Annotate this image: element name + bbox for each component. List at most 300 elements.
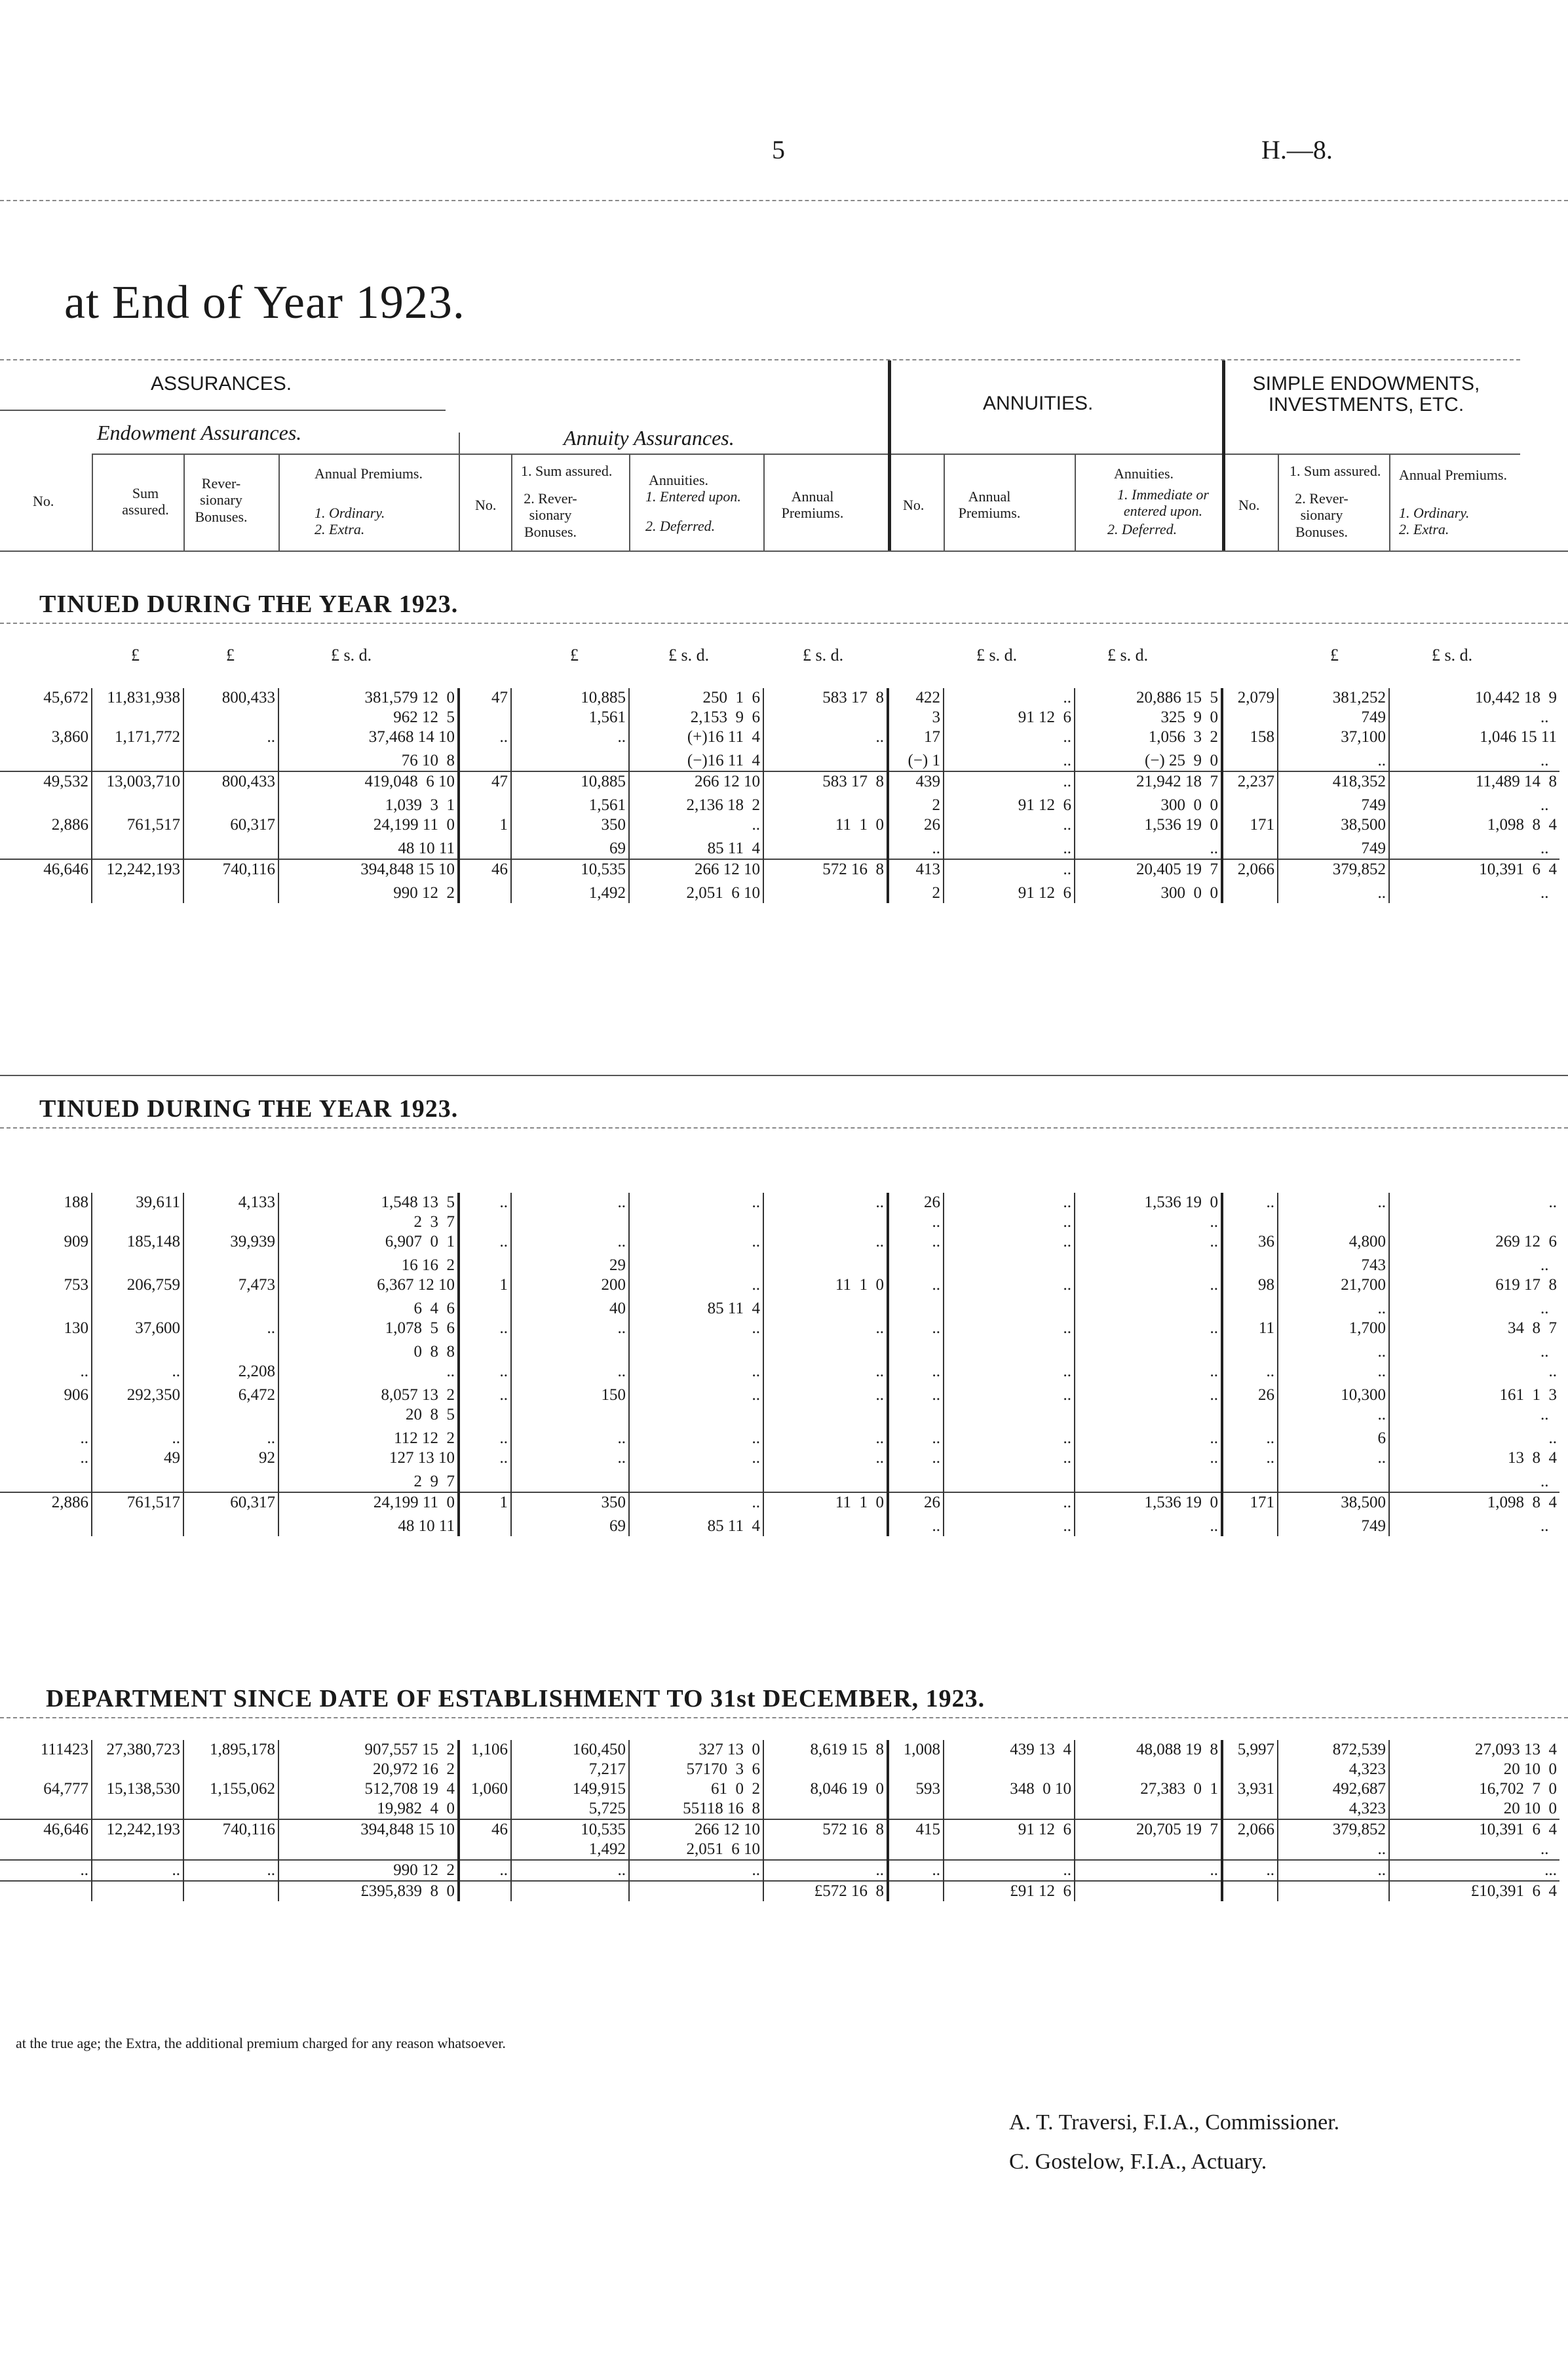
table-cell bbox=[1075, 1256, 1222, 1275]
table-cell bbox=[629, 1342, 763, 1362]
table-cell bbox=[763, 1517, 888, 1536]
table-cell: .. bbox=[511, 1193, 629, 1212]
table-cell: .. bbox=[888, 1517, 944, 1536]
table-cell: 21,942 18 7 bbox=[1075, 771, 1222, 796]
col-annuities: Annuities. bbox=[649, 472, 709, 488]
table-cell bbox=[183, 883, 278, 903]
table-row bbox=[0, 751, 1559, 771]
table-cell: .. bbox=[629, 1193, 763, 1212]
table-cell: 6,472 bbox=[183, 1385, 278, 1405]
table-cell bbox=[1222, 1799, 1278, 1819]
table-cell bbox=[0, 796, 92, 815]
table-cell bbox=[888, 1342, 944, 1362]
table-cell: (−)16 11 4 bbox=[629, 751, 763, 771]
col-immediate: 1. Immediate or entered upon. bbox=[1117, 486, 1209, 520]
table-cell: 64,777 bbox=[0, 1779, 92, 1799]
table-cell bbox=[763, 883, 888, 903]
table-cell bbox=[0, 1405, 92, 1429]
table-cell: 15,138,530 bbox=[92, 1779, 183, 1799]
table-cell: .. bbox=[1075, 1385, 1222, 1405]
table-cell: .. bbox=[1540, 1343, 1557, 1361]
table-cell: 10,442 18 9 bbox=[1475, 689, 1557, 706]
table-cell: £91 12 6 bbox=[944, 1881, 1075, 1901]
table-cell: 40 bbox=[511, 1299, 629, 1319]
table-cell: .. bbox=[511, 727, 629, 751]
table-cell: £572 16 8 bbox=[763, 1881, 888, 1901]
table-cell bbox=[0, 1517, 92, 1536]
table-cell: .. bbox=[511, 1860, 629, 1881]
table-cell: 1,008 bbox=[888, 1740, 944, 1760]
table-cell: .. bbox=[944, 859, 1075, 883]
currency-pound: £ bbox=[226, 646, 235, 665]
table-cell: 61 0 2 bbox=[629, 1779, 763, 1799]
table-cell: 761,517 bbox=[92, 815, 183, 839]
table-cell: 1 bbox=[459, 1492, 511, 1517]
table-cell bbox=[1389, 1212, 1559, 1232]
table-cell: 583 17 8 bbox=[763, 688, 888, 708]
table-row bbox=[0, 1860, 1559, 1881]
table-cell: 740,116 bbox=[183, 1819, 278, 1840]
table-row bbox=[0, 1193, 1559, 1212]
table-cell: 20,972 16 2 bbox=[278, 1760, 459, 1779]
table-cell: 8,046 19 0 bbox=[763, 1779, 888, 1799]
table-cell: .. bbox=[1075, 1319, 1222, 1342]
table-cell bbox=[763, 708, 888, 727]
table-cell: .. bbox=[944, 1319, 1075, 1342]
table-cell: .. bbox=[1540, 1256, 1557, 1274]
table-cell bbox=[1222, 1760, 1278, 1779]
table-cell: 394,848 15 10 bbox=[278, 1819, 459, 1840]
table-cell: 49,532 bbox=[0, 771, 92, 796]
table-cell: 11 1 0 bbox=[763, 815, 888, 839]
table-cell: .. bbox=[0, 1448, 92, 1472]
table-row bbox=[0, 1448, 1559, 1472]
table-cell: .. bbox=[1075, 1860, 1222, 1881]
table-cell: .. bbox=[763, 1385, 888, 1405]
table-cell bbox=[0, 1256, 92, 1275]
table-row bbox=[0, 1275, 1559, 1299]
table-cell: 266 12 10 bbox=[629, 1819, 763, 1840]
table-cell bbox=[763, 751, 888, 771]
table-cell bbox=[763, 839, 888, 859]
table-cell: 69 bbox=[511, 1517, 629, 1536]
table-cell: .. bbox=[1540, 1406, 1557, 1423]
table-cell: 11,831,938 bbox=[92, 688, 183, 708]
table-cell: 1,536 19 0 bbox=[1075, 1492, 1222, 1517]
table-cell bbox=[183, 751, 278, 771]
table-cell: 12,242,193 bbox=[92, 859, 183, 883]
table-cell bbox=[0, 708, 92, 727]
table-cell bbox=[629, 1405, 763, 1429]
table-row bbox=[0, 1472, 1559, 1492]
table-cell: 325 9 0 bbox=[1075, 708, 1222, 727]
table-cell: 16,702 7 0 bbox=[1479, 1780, 1557, 1798]
table-cell bbox=[183, 1212, 278, 1232]
table-cell: .. bbox=[511, 1232, 629, 1256]
table-cell: 415 bbox=[888, 1819, 944, 1840]
table-cell bbox=[1222, 1517, 1278, 1536]
table-cell: 38,500 bbox=[1278, 1492, 1389, 1517]
table-cell: 85 11 4 bbox=[629, 1517, 763, 1536]
table-cell: .. bbox=[92, 1860, 183, 1881]
table-cell: 49 bbox=[92, 1448, 183, 1472]
table-cell bbox=[92, 839, 183, 859]
table-cell bbox=[92, 1517, 183, 1536]
table-cell bbox=[92, 1405, 183, 1429]
table-cell bbox=[1075, 1405, 1222, 1429]
table-cell: .. bbox=[1278, 751, 1389, 771]
table-section-3 bbox=[0, 1740, 1559, 1901]
table-cell: 130 bbox=[0, 1319, 92, 1342]
table-cell bbox=[183, 1472, 278, 1492]
table-row bbox=[0, 708, 1559, 727]
table-cell: 11,489 14 8 bbox=[1389, 771, 1559, 796]
table-cell bbox=[1075, 1840, 1222, 1860]
table-cell: .. bbox=[1075, 1275, 1222, 1299]
table-row bbox=[0, 1385, 1559, 1405]
table-cell bbox=[944, 1760, 1075, 1779]
endowment-group-rule bbox=[0, 410, 446, 411]
table-cell: 24,199 11 0 bbox=[278, 1492, 459, 1517]
table-cell: 512,708 19 4 bbox=[278, 1779, 459, 1799]
table-cell: 1,060 bbox=[459, 1779, 511, 1799]
table-cell: 266 12 10 bbox=[629, 859, 763, 883]
table-cell: .. bbox=[629, 815, 763, 839]
table-cell: .. bbox=[1222, 1860, 1278, 1881]
table-cell: 439 bbox=[888, 771, 944, 796]
table-cell: 48,088 19 8 bbox=[1075, 1740, 1222, 1760]
table-cell: 422 bbox=[888, 688, 944, 708]
table-cell bbox=[1222, 1342, 1278, 1362]
table-cell: .. bbox=[459, 1232, 511, 1256]
table-cell: .. bbox=[1548, 1193, 1557, 1211]
table-cell bbox=[763, 1472, 888, 1492]
table-cell bbox=[763, 1405, 888, 1429]
currency-lsd: £ s. d. bbox=[1432, 646, 1473, 665]
table-cell bbox=[1075, 1342, 1222, 1362]
table-cell: 34 8 7 bbox=[1508, 1319, 1557, 1337]
table-cell: 269 12 6 bbox=[1495, 1233, 1557, 1250]
table-cell bbox=[183, 1760, 278, 1779]
table-cell: 1,171,772 bbox=[92, 727, 183, 751]
table-cell: .. bbox=[1548, 1363, 1557, 1380]
table-cell: .. bbox=[1278, 1860, 1389, 1881]
table-cell: .. bbox=[629, 1385, 763, 1405]
table-cell: 1,155,062 bbox=[183, 1779, 278, 1799]
table-cell: 394,848 15 10 bbox=[278, 859, 459, 883]
table-cell: 27,383 0 1 bbox=[1075, 1779, 1222, 1799]
table-cell: 4,800 bbox=[1278, 1232, 1389, 1256]
table-cell: .. bbox=[944, 771, 1075, 796]
col-ordinary-2: 1. Ordinary. bbox=[1399, 505, 1470, 521]
table-cell: 127 13 10 bbox=[278, 1448, 459, 1472]
table-cell: .. bbox=[511, 1429, 629, 1448]
table-cell: 55118 16 8 bbox=[629, 1799, 763, 1819]
table-cell: 160,450 bbox=[511, 1740, 629, 1760]
table-cell bbox=[944, 1799, 1075, 1819]
table-cell bbox=[1278, 1212, 1389, 1232]
table-cell bbox=[0, 751, 92, 771]
table-cell: 593 bbox=[888, 1779, 944, 1799]
col-deferred-2: 2. Deferred. bbox=[1107, 521, 1177, 537]
col-extra: 2. Extra. bbox=[315, 521, 365, 537]
table-cell: 749 bbox=[1278, 708, 1389, 727]
table-cell bbox=[629, 1212, 763, 1232]
table-cell bbox=[1075, 1760, 1222, 1779]
table-cell: .. bbox=[888, 1319, 944, 1342]
table-cell bbox=[459, 1342, 511, 1362]
table-cell: 37,100 bbox=[1278, 727, 1389, 751]
table-cell bbox=[1222, 1256, 1278, 1275]
table-cell bbox=[459, 796, 511, 815]
table-cell bbox=[888, 1472, 944, 1492]
table-row bbox=[0, 1342, 1559, 1362]
table-cell: 1,895,178 bbox=[183, 1740, 278, 1760]
table-cell: 76 10 8 bbox=[278, 751, 459, 771]
table-cell: .. bbox=[511, 1448, 629, 1472]
table-row bbox=[0, 1429, 1559, 1448]
table-cell bbox=[1278, 1881, 1389, 1901]
table-cell: .. bbox=[183, 1860, 278, 1881]
table-cell bbox=[1222, 708, 1278, 727]
table-cell: .. bbox=[763, 1448, 888, 1472]
table-cell: 1,700 bbox=[1278, 1319, 1389, 1342]
table-cell: 11 1 0 bbox=[763, 1275, 888, 1299]
table-cell: 8,057 13 2 bbox=[278, 1385, 459, 1405]
table-cell: .. bbox=[888, 1860, 944, 1881]
table-cell: 4,323 bbox=[1278, 1799, 1389, 1819]
table-cell: 36 bbox=[1222, 1232, 1278, 1256]
table-cell: 413 bbox=[888, 859, 944, 883]
table-cell: .. bbox=[1540, 1473, 1557, 1490]
currency-lsd: £ s. d. bbox=[331, 646, 372, 665]
table-cell: 24,199 11 0 bbox=[278, 815, 459, 839]
table-cell: 60,317 bbox=[183, 1492, 278, 1517]
table-row bbox=[0, 1819, 1559, 1840]
table-cell bbox=[888, 1881, 944, 1901]
section-heading-2: TINUED DURING THE YEAR 1923. bbox=[39, 1095, 459, 1123]
table-cell: 907,557 15 2 bbox=[278, 1740, 459, 1760]
table-cell: 381,252 bbox=[1278, 688, 1389, 708]
table-cell: 48 10 11 bbox=[278, 1517, 459, 1536]
table-cell: 29 bbox=[511, 1256, 629, 1275]
table-cell bbox=[0, 839, 92, 859]
col-annual-premiums-4: Annual Premiums. bbox=[1399, 467, 1507, 483]
table-cell: 20 10 0 bbox=[1503, 1760, 1557, 1778]
table-cell: .. bbox=[0, 1362, 92, 1385]
top-divider bbox=[0, 200, 1568, 201]
table-cell bbox=[92, 708, 183, 727]
table-cell: .. bbox=[278, 1362, 459, 1385]
table-cell: 6,907 0 1 bbox=[278, 1232, 459, 1256]
table-row bbox=[0, 1840, 1559, 1860]
table-cell: .. bbox=[1075, 1448, 1222, 1472]
table-cell: 149,915 bbox=[511, 1779, 629, 1799]
table-cell: 10,300 bbox=[1278, 1385, 1389, 1405]
table-cell: 753 bbox=[0, 1275, 92, 1299]
table-cell bbox=[0, 1342, 92, 1362]
table-cell bbox=[763, 1799, 888, 1819]
table-cell: .. bbox=[1540, 1840, 1557, 1858]
table-cell bbox=[763, 1840, 888, 1860]
table-cell: .. bbox=[92, 1429, 183, 1448]
table-cell bbox=[183, 839, 278, 859]
table-cell: 27,380,723 bbox=[92, 1740, 183, 1760]
column-header-rule bbox=[92, 454, 1520, 455]
table-cell: .. bbox=[944, 1362, 1075, 1385]
group-assurances: ASSURANCES. bbox=[151, 373, 292, 395]
table-cell: 91 12 6 bbox=[944, 1819, 1075, 1840]
table-cell: .. bbox=[183, 1319, 278, 1342]
table-cell: 38,500 bbox=[1278, 815, 1389, 839]
table-cell: 5,997 bbox=[1222, 1740, 1278, 1760]
table-cell: .. bbox=[459, 1429, 511, 1448]
table-row bbox=[0, 1517, 1559, 1536]
table-cell: 1,078 5 6 bbox=[278, 1319, 459, 1342]
table-cell: 98 bbox=[1222, 1275, 1278, 1299]
signature-commissioner: A. T. Traversi, F.I.A., Commissioner. bbox=[1009, 2110, 1340, 2135]
col-annual-premiums-3: Annual Premiums. bbox=[958, 488, 1021, 522]
table-cell bbox=[0, 1760, 92, 1779]
table-cell: 350 bbox=[511, 1492, 629, 1517]
table-cell: .. bbox=[944, 1448, 1075, 1472]
table-cell: (−) 1 bbox=[888, 751, 944, 771]
table-cell bbox=[92, 796, 183, 815]
table-cell bbox=[763, 1212, 888, 1232]
table-cell: 1 bbox=[459, 815, 511, 839]
table-cell: 800,433 bbox=[183, 688, 278, 708]
subgroup-endowment: Endowment Assurances. bbox=[97, 421, 302, 444]
table-cell: .. bbox=[1075, 1232, 1222, 1256]
table-row bbox=[0, 727, 1559, 751]
table-cell: 85 11 4 bbox=[629, 839, 763, 859]
table-cell: 10,391 6 4 bbox=[1389, 1819, 1559, 1840]
table-cell: .. bbox=[629, 1448, 763, 1472]
table-cell bbox=[183, 1517, 278, 1536]
table-cell: 4,133 bbox=[183, 1193, 278, 1212]
table-cell: 761,517 bbox=[92, 1492, 183, 1517]
table-cell: 6 4 6 bbox=[278, 1299, 459, 1319]
table-cell bbox=[511, 751, 629, 771]
table-cell: .. bbox=[459, 1193, 511, 1212]
table-cell bbox=[511, 1472, 629, 1492]
table-cell bbox=[1075, 1472, 1222, 1492]
table-cell: 872,539 bbox=[1278, 1740, 1389, 1760]
table-cell bbox=[629, 1256, 763, 1275]
table-cell: .. bbox=[944, 1232, 1075, 1256]
table-row bbox=[0, 688, 1559, 708]
table-cell: .. bbox=[888, 1212, 944, 1232]
table-cell: .. bbox=[1548, 1429, 1557, 1447]
table-cell bbox=[183, 1799, 278, 1819]
table-cell: .. bbox=[1540, 752, 1557, 769]
col-ordinary: 1. Ordinary. bbox=[315, 505, 385, 521]
table-cell: 39,939 bbox=[183, 1232, 278, 1256]
table-cell: .. bbox=[944, 815, 1075, 839]
table-cell: 619 17 8 bbox=[1495, 1276, 1557, 1294]
col-deferred: 2. Deferred. bbox=[645, 518, 716, 534]
table-cell: 379,852 bbox=[1278, 1819, 1389, 1840]
table-cell: 800,433 bbox=[183, 771, 278, 796]
table-cell: 743 bbox=[1278, 1256, 1389, 1275]
table-cell bbox=[0, 1881, 92, 1901]
table-cell: .. bbox=[1222, 1429, 1278, 1448]
table-cell bbox=[92, 1472, 183, 1492]
table-row bbox=[0, 771, 1559, 796]
table-cell: 16 16 2 bbox=[278, 1256, 459, 1275]
page-number: 5 bbox=[772, 135, 785, 164]
table-cell bbox=[763, 1760, 888, 1779]
table-cell: 10,885 bbox=[511, 771, 629, 796]
table-cell: 1,098 8 4 bbox=[1487, 816, 1557, 834]
page-title: at End of Year 1923. bbox=[64, 276, 465, 328]
table-cell bbox=[459, 1256, 511, 1275]
table-cell: 11 1 0 bbox=[763, 1492, 888, 1517]
table-cell: 1,098 8 4 bbox=[1389, 1492, 1559, 1517]
table-cell: .. bbox=[944, 751, 1075, 771]
table-cell bbox=[629, 1472, 763, 1492]
table-cell: 37,600 bbox=[92, 1319, 183, 1342]
table-cell: .. bbox=[1278, 883, 1389, 903]
table-row bbox=[0, 1319, 1559, 1342]
group-annuities: ANNUITIES. bbox=[983, 393, 1094, 414]
table-cell: 492,687 bbox=[1278, 1779, 1389, 1799]
col-no-3: No. bbox=[903, 497, 925, 513]
table-cell: 10,535 bbox=[511, 859, 629, 883]
table-cell: .. bbox=[763, 1429, 888, 1448]
table-cell bbox=[888, 1840, 944, 1860]
table-cell: .. bbox=[944, 1275, 1075, 1299]
table-cell: .. bbox=[629, 1232, 763, 1256]
table-cell: 91 12 6 bbox=[944, 883, 1075, 903]
table-cell: 2,886 bbox=[0, 815, 92, 839]
table-row bbox=[0, 1881, 1559, 1901]
table-cell: .. bbox=[888, 1385, 944, 1405]
table-cell: 379,852 bbox=[1278, 859, 1389, 883]
table-section-2 bbox=[0, 1193, 1559, 1536]
table-cell: .. bbox=[763, 1232, 888, 1256]
table-row bbox=[0, 1299, 1559, 1319]
table-cell: .. bbox=[511, 1319, 629, 1342]
table-cell: 112 12 2 bbox=[278, 1429, 459, 1448]
table-cell: 2 bbox=[888, 883, 944, 903]
table-cell: 92 bbox=[183, 1448, 278, 1472]
table-cell bbox=[888, 1256, 944, 1275]
table-cell bbox=[459, 708, 511, 727]
currency-pound: £ bbox=[1330, 646, 1339, 665]
table-cell: .. bbox=[1540, 708, 1557, 726]
table-cell: 3 bbox=[888, 708, 944, 727]
table-cell: 5,725 bbox=[511, 1799, 629, 1819]
table-cell bbox=[944, 1342, 1075, 1362]
table-cell: 10,885 bbox=[511, 688, 629, 708]
table-cell: .. bbox=[944, 688, 1075, 708]
table-cell: .. bbox=[1540, 1517, 1557, 1535]
table-cell bbox=[459, 1760, 511, 1779]
footnote: at the true age; the Extra, the additional premium charged for any reason whatsoever. bbox=[16, 2035, 506, 2051]
table-cell: 1,492 bbox=[511, 883, 629, 903]
table-cell bbox=[183, 1299, 278, 1319]
table-cell: .. bbox=[629, 1429, 763, 1448]
table-cell: .. bbox=[1075, 839, 1222, 859]
table-cell: .. bbox=[1222, 1193, 1278, 1212]
table-cell: 1,106 bbox=[459, 1740, 511, 1760]
table-cell: .. bbox=[888, 1362, 944, 1385]
table-cell: .. bbox=[629, 1860, 763, 1881]
table-cell: .. bbox=[629, 1275, 763, 1299]
table-cell: .. bbox=[1278, 1840, 1389, 1860]
table-cell: (−) 25 9 0 bbox=[1075, 751, 1222, 771]
